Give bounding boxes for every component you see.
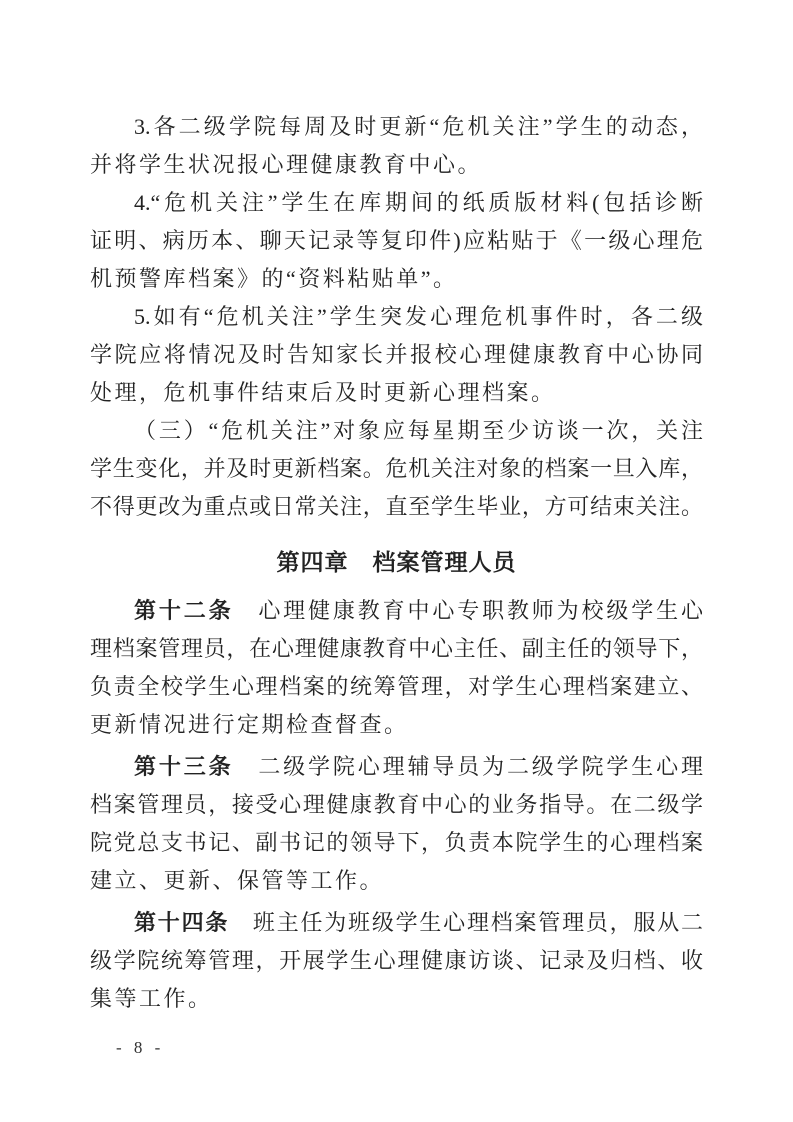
- text-line: 机预警库档案》的“资料粘贴单”。: [90, 266, 458, 291]
- text-line: 第十三条 二级学院心理辅导员为二级学院学生心理: [134, 754, 703, 779]
- text-line: 证明、病历本、聊天记录等复印件)应粘贴于《一级心理危: [90, 228, 703, 253]
- text-line: （三）“危机关注”对象应每星期至少访谈一次，关注: [134, 418, 703, 443]
- text-line: 处理，危机事件结束后及时更新心理档案。: [90, 380, 556, 405]
- item-3: [90, 108, 703, 184]
- page-content: [90, 108, 703, 1022]
- text-line: 第十二条 心理健康教育中心专职教师为校级学生心: [134, 598, 703, 623]
- chapter-heading: 第四章 档案管理人员: [276, 549, 517, 575]
- text-line: 更新情况进行定期检查督查。: [90, 712, 409, 737]
- article-14: [90, 904, 703, 1018]
- text-line: 学生变化，并及时更新档案。危机关注对象的档案一旦入库，: [90, 456, 703, 481]
- text-line: 集等工作。: [90, 986, 213, 1011]
- section-crisis-items: [90, 108, 703, 526]
- text-line: 理档案管理员，在心理健康教育中心主任、副主任的领导下，: [90, 636, 703, 661]
- article-12: [90, 592, 703, 744]
- text-line: 3.各二级学院每周及时更新“危机关注”学生的动态，: [134, 114, 703, 139]
- text-line: 院党总支书记、副书记的领导下，负责本院学生的心理档案: [90, 830, 703, 855]
- text-line: 并将学生状况报心理健康教育中心。: [90, 152, 483, 177]
- section-articles: [90, 592, 703, 1018]
- text-line: 级学院统筹管理，开展学生心理健康访谈、记录及归档、收: [90, 948, 703, 973]
- page-number: - 8 -: [116, 1038, 165, 1057]
- text-line: 档案管理员，接受心理健康教育中心的业务指导。在二级学: [90, 792, 703, 817]
- article-13: [90, 748, 703, 900]
- item-5: [90, 298, 703, 412]
- text-line: 负责全校学生心理档案的统筹管理，对学生心理档案建立、: [90, 674, 703, 699]
- item-4: [90, 184, 703, 298]
- text-line: 建立、更新、保管等工作。: [90, 868, 385, 893]
- article-number-bold: 第十三条: [134, 754, 234, 779]
- text-line: 不得更改为重点或日常关注，直至学生毕业，方可结束关注。: [90, 494, 703, 519]
- text-line: 第十四条 班主任为班级学生心理档案管理员，服从二: [134, 910, 703, 935]
- item-san: [90, 412, 703, 526]
- article-number-bold: 第十二条: [134, 598, 234, 623]
- article-number-bold: 第十四条: [134, 910, 230, 935]
- text-line: 4.“危机关注”学生在库期间的纸质版材料(包括诊断: [134, 190, 703, 215]
- text-line: 5.如有“危机关注”学生突发心理危机事件时，各二级: [134, 304, 703, 329]
- text-line: 学院应将情况及时告知家长并报校心理健康教育中心协同: [90, 342, 703, 367]
